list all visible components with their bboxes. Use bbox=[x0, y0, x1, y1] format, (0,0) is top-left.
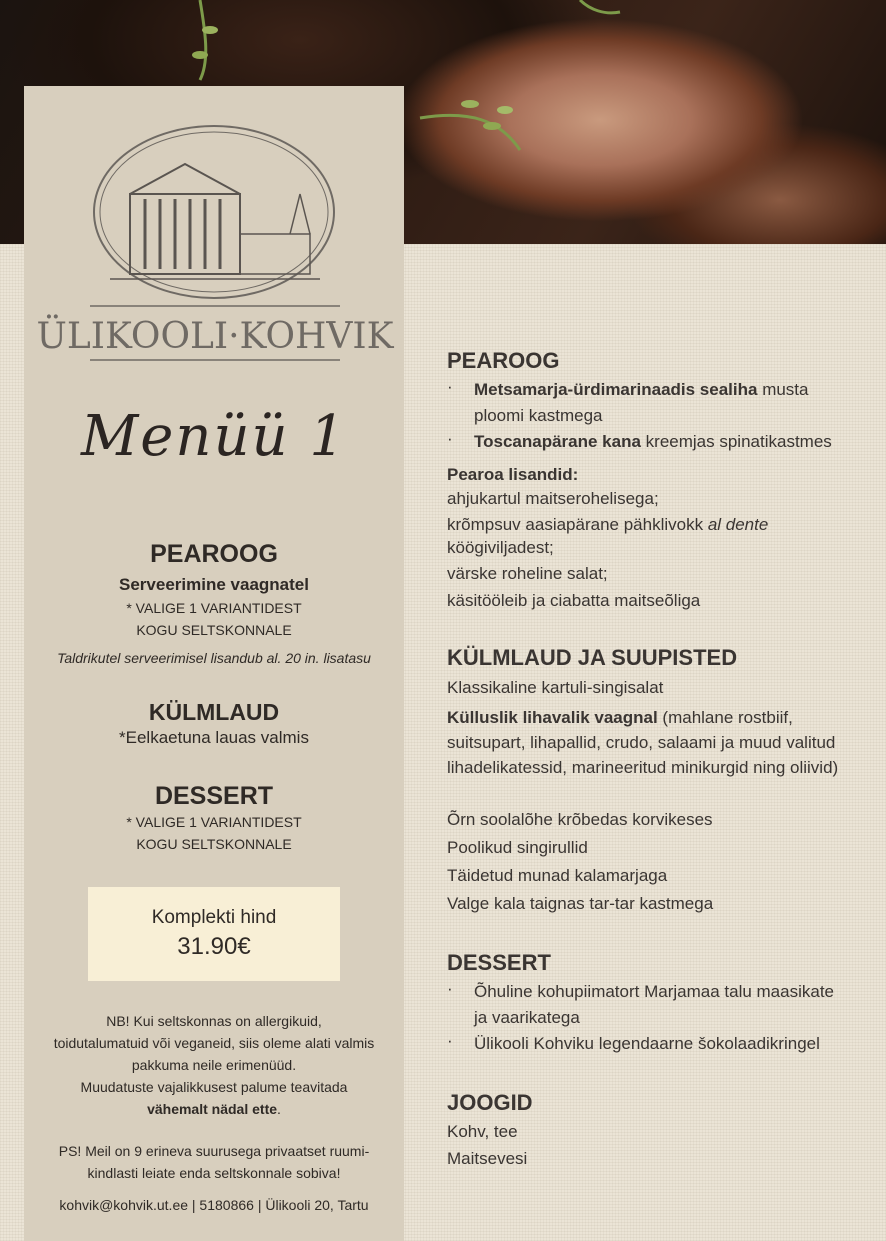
left-info-panel bbox=[24, 86, 404, 1241]
main-item-2-bold: Toscanapärane kana bbox=[474, 432, 641, 451]
side-2-italic: al dente bbox=[707, 515, 769, 534]
cold-item-3: Õrn soolalõhe krõbedas korvikeses bbox=[447, 810, 713, 829]
dessert-choose-line-1: * VALIGE 1 VARIANTIDEST bbox=[126, 814, 302, 830]
side-3: värske roheline salat; bbox=[447, 564, 608, 583]
dessert-item-1: Õhuline kohupiimatort Marjamaa talu maasikate ja vaarikatega bbox=[474, 982, 835, 1027]
nb-line-3: pakkuma neile erimenüüd. bbox=[131, 1057, 297, 1073]
nb-bold: vähemalt nädal ette bbox=[147, 1101, 278, 1117]
drink-1: Kohv, tee bbox=[447, 1122, 518, 1141]
bullet-dot: · bbox=[447, 979, 453, 998]
dessert-item-2: Ülikooli Kohviku legendaarne šokolaadikringel bbox=[474, 1034, 820, 1053]
cold-item-2-bold: Külluslik lihavalik vaagnal bbox=[447, 708, 658, 727]
nb-line-2: toidutalumatuid või veganeid, siis oleme alati valmis bbox=[53, 1035, 375, 1051]
side-2b: köögiviljadest; bbox=[447, 538, 554, 557]
serving-note: Serveerimine vaagnatel bbox=[119, 575, 309, 594]
ps-line-1: PS! Meil on 9 erineva suurusega privaatset ruumi- bbox=[58, 1143, 370, 1159]
choose-line-1: * VALIGE 1 VARIANTIDEST bbox=[126, 600, 302, 616]
list-item bbox=[447, 979, 847, 1031]
side-1: ahjukartul maitserohelisega; bbox=[447, 489, 659, 508]
right-main-heading: PEAROOG bbox=[447, 348, 560, 373]
dessert-choose-line-2: KOGU SELTSKONNALE bbox=[136, 836, 292, 852]
side-4: käsitööleib ja ciabatta maitseõliga bbox=[447, 591, 701, 610]
price-box bbox=[88, 887, 340, 981]
bullet-dot: · bbox=[447, 377, 453, 396]
sides-heading: Pearoa lisandid: bbox=[447, 465, 579, 484]
price-label: Komplekti hind bbox=[151, 907, 277, 928]
side-2a: krõmpsuv aasiapärane pähklivokk bbox=[447, 515, 708, 534]
cold-item-1: Klassikaline kartuli-singisalat bbox=[447, 678, 664, 697]
left-dessert-heading: DESSERT bbox=[154, 782, 274, 810]
building-logo-icon bbox=[36, 124, 394, 364]
main-item-1-bold: Metsamarja-ürdimarinaadis sealiha bbox=[474, 380, 758, 399]
list-item bbox=[447, 377, 847, 429]
cold-item-6: Valge kala taignas tar-tar kastmega bbox=[447, 894, 714, 913]
list-item bbox=[447, 429, 847, 455]
cold-item-2 bbox=[447, 705, 842, 780]
contact-info: kohvik@kohvik.ut.ee | 5180866 | Ülikooli 20, Tartu bbox=[59, 1197, 369, 1213]
drink-2: Maitsevesi bbox=[447, 1149, 528, 1168]
right-drinks-heading: JOOGID bbox=[447, 1090, 533, 1115]
nb-line-4: Muudatuste vajalikkusest palume teavitada bbox=[80, 1079, 348, 1095]
main-item-2-rest: kreemjas spinatikastmes bbox=[640, 432, 832, 451]
bullet-dot: · bbox=[447, 429, 453, 448]
list-item bbox=[447, 1031, 847, 1057]
left-cold-heading: KÜLMLAUD bbox=[148, 699, 280, 725]
price-value: 31.90€ bbox=[177, 933, 251, 960]
choose-line-2: KOGU SELTSKONNALE bbox=[136, 622, 292, 638]
logo-text: ÜLIKOOLI·KOHVIK bbox=[36, 316, 394, 357]
main-item-1-rest: musta ploomi kastmega bbox=[474, 380, 809, 425]
cold-note: *Eelkaetuna lauas valmis bbox=[119, 728, 309, 747]
nb-line-1: NB! Kui seltskonnas on allergikuid, bbox=[106, 1013, 322, 1029]
cold-item-4: Poolikud singirullid bbox=[447, 838, 588, 857]
nb-line-5 bbox=[24, 1098, 404, 1120]
side-2 bbox=[447, 515, 847, 535]
cold-item-5: Täidetud munad kalamarjaga bbox=[447, 866, 668, 885]
cold-item-2-rest: (mahlane rostbiif, suitsupart, lihapallid, crudo, salaami ja muud valitud lihadelikatessid, marineeritud minikurgid ning oliivid) bbox=[447, 708, 839, 777]
left-main-heading: PEAROOG bbox=[150, 540, 278, 568]
right-dessert-heading: DESSERT bbox=[447, 950, 551, 975]
ps-line-2: kindlasti leiate enda seltskonnale sobiva! bbox=[87, 1165, 341, 1181]
plate-surcharge-note: Taldrikutel serveerimisel lisandub al. 20 in. lisatasu bbox=[57, 650, 371, 666]
nb-end: . bbox=[277, 1101, 281, 1117]
right-cold-heading: KÜLMLAUD JA SUUPISTED bbox=[447, 645, 738, 670]
menu-title: Menüü 1 bbox=[80, 404, 348, 469]
bullet-dot: · bbox=[447, 1031, 453, 1050]
